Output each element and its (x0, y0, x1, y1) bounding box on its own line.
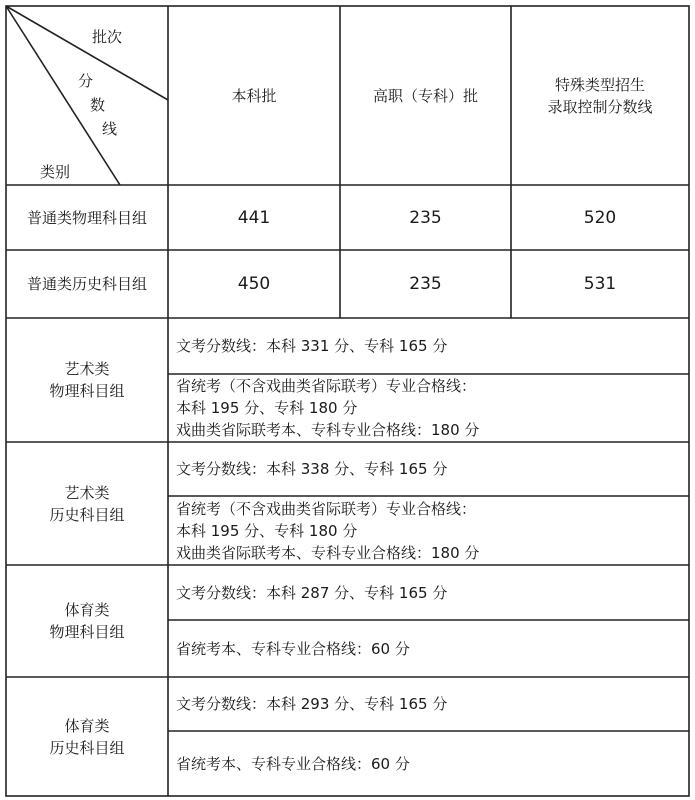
column-header-special-line-1: 特殊类型招生 (554, 75, 645, 94)
row-history-vocational-score: 235 (409, 274, 442, 294)
art-history-category-line-1: 艺术类 (64, 483, 110, 502)
sports-physics-category (6, 565, 168, 677)
sports-history-category-line-2: 历史科目组 (49, 738, 125, 757)
row-history-category: 普通类历史科目组 (26, 275, 147, 293)
art-physics-professional-line-1: 省统考（不含戏曲类省际联考）专业合格线： (176, 377, 477, 395)
art-history-culture-score: 文考分数线：本科 338 分、专科 165 分 (176, 460, 448, 478)
art-physics-culture-score: 文考分数线：本科 331 分、专科 165 分 (176, 337, 448, 355)
sports-physics-category-line-1: 体育类 (64, 601, 110, 619)
sports-history-culture-score: 文考分数线：本科 293 分、专科 165 分 (176, 695, 448, 713)
art-history-category-line-2: 历史科目组 (49, 505, 125, 524)
sports-history-category-line-1: 体育类 (64, 716, 110, 735)
art-history-professional-score (168, 496, 689, 565)
row-physics-undergraduate-score: 441 (237, 207, 271, 228)
column-header-special (511, 6, 689, 185)
corner-label-score-2: 数 (90, 96, 106, 114)
art-physics-professional-score (168, 374, 689, 442)
row-physics-special-score: 520 (583, 207, 617, 228)
column-header-vocational: 高职（专科）批 (372, 86, 478, 105)
corner-label-category: 类别 (40, 163, 71, 181)
row-physics-category: 普通类物理科目组 (26, 208, 147, 227)
art-history-professional-line-1: 省统考（不含戏曲类省际联考）专业合格线： (176, 499, 477, 518)
corner-label-score-1: 分 (78, 72, 94, 90)
art-history-category (6, 442, 168, 565)
art-physics-category-line-2: 物理科目组 (49, 382, 125, 400)
corner-label-score-3: 线 (102, 120, 118, 138)
sports-history-professional-score: 省统考本、专科专业合格线：60 分 (176, 754, 410, 773)
art-history-professional-line-2: 本科 195 分、专科 180 分 (176, 521, 358, 540)
sports-physics-professional-score: 省统考本、专科专业合格线：60 分 (176, 639, 410, 658)
art-physics-professional-line-2: 本科 195 分、专科 180 分 (176, 399, 358, 417)
art-physics-category (6, 318, 168, 442)
column-header-undergraduate: 本科批 (231, 86, 277, 105)
corner-label-batch: 批次 (92, 28, 123, 46)
column-header-special-line-2: 录取控制分数线 (547, 97, 653, 116)
sports-physics-category-line-2: 物理科目组 (49, 623, 125, 641)
row-physics-vocational-score: 235 (409, 207, 442, 228)
row-history-special-score: 531 (583, 274, 617, 294)
art-physics-category-line-1: 艺术类 (64, 360, 110, 378)
art-physics-professional-line-3: 戏曲类省际联考本、专科专业合格线：180 分 (176, 421, 480, 439)
row-history-undergraduate-score: 450 (237, 274, 271, 294)
art-history-professional-line-3: 戏曲类省际联考本、专科专业合格线：180 分 (176, 543, 480, 562)
sports-physics-culture-score: 文考分数线：本科 287 分、专科 165 分 (176, 583, 448, 602)
sports-history-category (6, 677, 168, 796)
